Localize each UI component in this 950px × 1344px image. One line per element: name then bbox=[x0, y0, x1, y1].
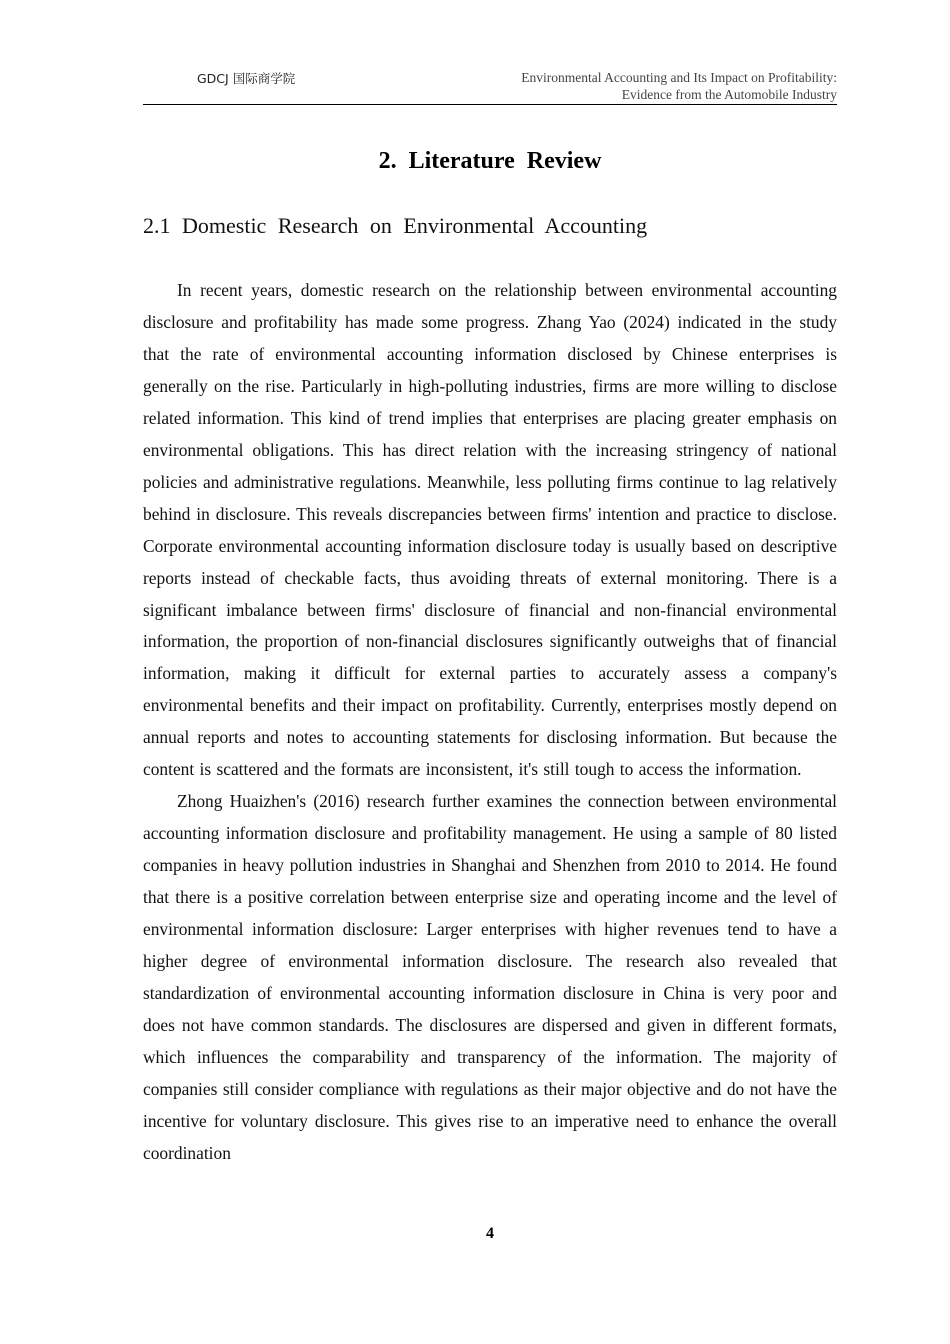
page-number: 4 bbox=[486, 1225, 494, 1242]
header-title-line-1: Environmental Accounting and Its Impact on Profitability: bbox=[521, 70, 837, 85]
chapter-title: 2. Literature Review bbox=[378, 148, 602, 174]
paragraph-2: Zhong Huaizhen's (2016) research further examines the connection between environmental accounting information disclosure and profitability management. He using a sample of 80 listed companies in heavy pollution industries in Shanghai and Shenzhen from 2010 to 2014. He found that there is a positive correlation between enterprise size and operating income and the level of environmental information disclosure: Larger enterprises with higher revenues tend to have a higher degree of environmental information disclosure. The research also revealed that standardization of environmental accounting information disclosure in China is very poor and does not have common standards. The disclosures are dispersed and given in different formats, which influences the comparability and transparency of the information. The majority of companies still consider compliance with regulations as their major objective and do not have the incentive for voluntary disclosure. This gives rise to an imperative need to enhance the overall coordination bbox=[143, 791, 837, 1163]
paragraph-1: In recent years, domestic research on the relationship between environmental accounting disclosure and profitability has made some progress. Zhang Yao (2024) indicated in the study that the rate of environmental accounting information disclosed by Chinese enterprises is generally on the rise. Particularly in high-polluting industries, firms are more willing to disclose related information. This kind of trend implies that enterprises are placing greater emphasis on environmental obligations. This has direct relation with the increasing stringency of national policies and administrative regulations. Meanwhile, less polluting firms continue to lag relatively behind in disclosure. This reveals discrepancies between firms' intention and practice to disclose. Corporate environmental accounting information disclosure today is usually based on descriptive reports instead of checkable facts, thus avoiding threats of external monitoring. There is a significant imbalance between firms' disclosure of financial and non-financial environmental information, the proportion of non-financial disclosures significantly outweighs that of financial information, making it difficult for external parties to accurately assess a company's environmental benefits and their impact on profitability. Currently, enterprises mostly depend on annual reports and notes to accounting statements for disclosing information. But because the content is scattered and the formats are inconsistent, it's still tough to access the information. bbox=[143, 280, 837, 780]
body-text bbox=[143, 275, 837, 1170]
running-header bbox=[143, 66, 837, 105]
section-title: 2.1 Domestic Research on Environmental Accounting bbox=[143, 213, 648, 238]
header-paper-title bbox=[521, 69, 837, 103]
header-title-line-2: Evidence from the Automobile Industry bbox=[621, 87, 837, 102]
header-institution: GDCJ 国际商学院 bbox=[197, 71, 296, 86]
